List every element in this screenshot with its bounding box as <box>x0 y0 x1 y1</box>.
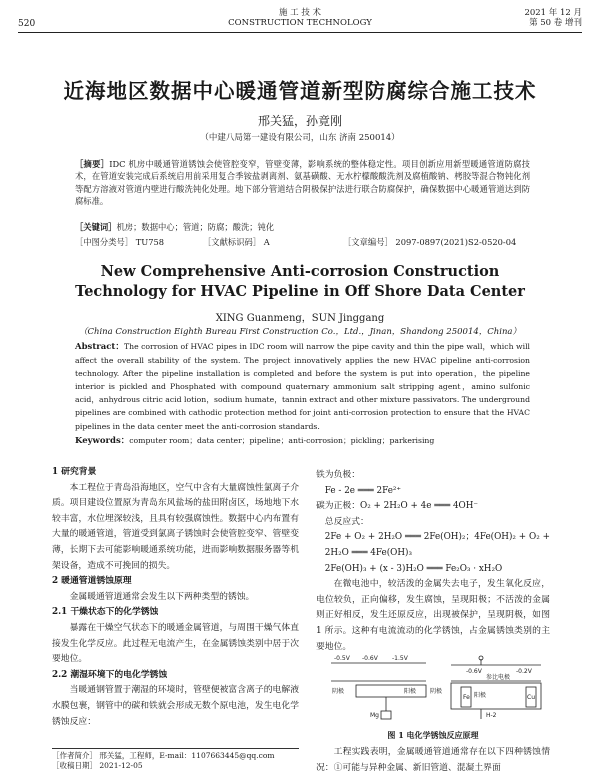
abstract-en-label: Abstract： <box>75 342 124 352</box>
journal-name-cn: 施 工 技 术 <box>278 8 322 18</box>
figure-label: 阳极 <box>404 688 417 695</box>
figure-label: 参比电极 <box>486 674 511 681</box>
keywords-en-text: computer room；data center；pipeline；anti-corrosion；pickling；parkerising <box>129 436 435 445</box>
body-paragraph: 暴露在干燥空气状态下的暖通金属管道，与周围干燥气体直接发生化学反应。此过程无电流产生，在金属锈蚀类别中居于次要地位。 <box>52 622 299 665</box>
body-paragraph: 本工程位于青岛沿海地区，空气中含有大量腐蚀性氯离子介质。项目建设位置原为青岛东风盐场的盐田附卤区，场地地下水较丰富，水位埋深较浅，且具有较强腐蚀性。数据中心内布置有大量的暖通管道，管道受到氯离子锈蚀时会使管腔变窄、管壁变薄，长期下去可能影响暖通系统功能，进而影响数据服务器等机架设备，造成不可挽回的损失。 <box>52 482 299 571</box>
figure-label: H-2 <box>486 712 497 719</box>
reaction-label: 铁为负极： <box>316 470 360 480</box>
authors-cn: 邢关猛，孙竟刚 <box>257 114 342 128</box>
body-paragraph: 当暖通钢管置于潮湿的环境时，管壁便被富含离子的电解液水膜包裹，钢管中的碳和铁就会形成无数个原电池，发生电化学锈蚀反应： <box>52 685 299 727</box>
figure-caption: 图 1 电化学锈蚀反应原理 <box>387 730 479 740</box>
abstract-cn <box>75 158 530 207</box>
author-bio: ［作者简介］ 邢关猛，工程师，E-mail：1107663445@qq.com <box>52 751 275 760</box>
reaction-label: 碳为正极：O₂ + 2H₂O + 4e ═══ 4OH⁻ <box>316 501 479 512</box>
body-paragraph: 金属暖通管道通常会发生以下两种类型的锈蚀。 <box>69 591 255 602</box>
body-left-column <box>52 465 299 730</box>
received-date: ［收稿日期］ 2021-12-05 <box>52 761 143 770</box>
reaction-label: 总反应式： <box>324 516 369 527</box>
keywords-cn-text: 机房；数据中心；管道；防腐；酸洗；钝化 <box>116 222 275 232</box>
keywords-cn <box>75 221 530 233</box>
figure-label: 阳极 <box>474 692 487 699</box>
issue-date: 2021 年 12 月 <box>524 8 582 18</box>
keywords-cn-label: ［关键词］ <box>75 222 117 232</box>
abstract-en <box>75 340 530 433</box>
running-header <box>18 8 582 33</box>
figure-electrochemical-corrosion <box>326 653 548 721</box>
article-number: ［文章编号］ 2097-0897(2021)S2-0520-04 <box>343 237 517 247</box>
equation: Fe - 2e ═══ 2Fe²⁺ <box>324 485 402 496</box>
page-number: 520 <box>18 19 36 29</box>
journal-name <box>18 8 582 28</box>
figure-label: 阴极 <box>430 688 443 695</box>
subsection-heading: 2.2 潮湿环境下的电化学锈蚀 <box>52 669 168 680</box>
classification-row <box>75 236 530 248</box>
issue-info <box>524 8 582 28</box>
journal-name-en: CONSTRUCTION TECHNOLOGY <box>228 18 372 28</box>
section-heading: 1 研究背景 <box>52 467 97 477</box>
section-heading: 2 暖通管道锈蚀原理 <box>52 576 132 587</box>
body-paragraph: 工程实践表明，金属暖通管道通常存在以下四种锈蚀情况：①可能与异种金属、新旧管道、混凝土界面 <box>316 747 550 773</box>
paper-title-en: New Comprehensive Anti-corrosion Construction Technology for HVAC Pipeline in Off Shore Data Center <box>75 263 525 300</box>
volt-label: -1.5V <box>392 655 408 662</box>
figure-label: Cu <box>527 694 535 701</box>
equation: 2Fe + O₂ + 2H₂O ═══ 2Fe(OH)₂；4Fe(OH)₂ + O₂ + 2H₂O ═══ 4Fe(OH)₃ <box>324 532 550 558</box>
document-code: ［文献标识码］ A <box>203 237 270 247</box>
affiliation-en: （China Construction Eighth Bureau First Construction Co.，Ltd.，Jinan，Shandong 250014，China） <box>78 327 521 337</box>
body-right-column <box>316 468 550 655</box>
class-number: ［中图分类号］ TU758 <box>75 237 165 247</box>
figure-label: 阴极 <box>332 688 345 695</box>
figure-label: Fe <box>463 694 470 701</box>
footnote <box>52 748 299 771</box>
volt-label: -0.6V <box>466 668 482 675</box>
abstract-cn-label: ［摘要］ <box>75 159 110 169</box>
affiliation-cn: （中建八局第一建设有限公司，山东 济南 250014） <box>200 133 400 143</box>
keywords-en <box>75 434 530 446</box>
paper-title-cn: 近海地区数据中心暖通管道新型防腐综合施工技术 <box>63 79 537 103</box>
abstract-en-text: The corrosion of HVAC pipes in IDC room will narrow the pipe cavity and thin the pipe wall，which will affect the overall stability of the system. The project innovatively applies the new HVAC pipeline anti-corrosion technology. After the pipeline installation is completed and before the system is put into operation，the pipeline interior is pickled and Phosphated with compound quaternary ammonium salt stripping agent，amino sulfonic acid，anhydrous citric acid lotion，sodium humate，tannin extract and other mixture passivators. The underground pipelines are combined with cathodic protection method for joint anti-corrosion protection to ensure that the HVAC pipelines in the data center meet the anti-corrosion standards. <box>75 342 530 431</box>
equation: 2Fe(OH)₃ + (x - 3)H₂O ═══ Fe₂O₃ · xH₂O <box>324 563 503 574</box>
volt-label: -0.2V <box>516 668 532 675</box>
issue-volume: 第 50 卷 增刊 <box>529 18 582 28</box>
authors-en: XING Guanmeng，SUN Jinggang <box>215 313 385 324</box>
body-paragraph: 在微电池中，较活泼的金属失去电子，发生氧化反应，电位较负，正向偏移，发生腐蚀，呈现阳极；不活泼的金属则正好相反，发生还原反应，出现被保护，呈现阴极，如图 1 所示。这种有电流流动的化学锈蚀，占金属锈蚀类别的主要地位。 <box>316 579 550 652</box>
figure-label: Mg <box>370 712 379 719</box>
abstract-cn-text: IDC 机房中暖通管道锈蚀会使管腔变窄，管壁变薄，影响系统的整体稳定性。项目创新应用新型暖通管道防腐技术，在管道安装完成后系统启用前采用复合季铵盐剥离剂、氨基磺酸、无水柠檬酸酸洗剂及腐植酸钠、栲胶等混合物钝化剂等配方溶液对管道内壁进行酸洗钝化处理。地下部分管道结合阴极保护法进行联合防腐保护，确保数据中心暖通管道达到防腐标准。 <box>75 159 530 206</box>
volt-label: -0.6V <box>362 655 378 662</box>
body-right-continued <box>316 745 550 776</box>
keywords-en-label: Keywords： <box>75 436 130 446</box>
subsection-heading: 2.1 干燥状态下的化学锈蚀 <box>52 607 159 618</box>
volt-label: -0.5V <box>334 655 350 662</box>
